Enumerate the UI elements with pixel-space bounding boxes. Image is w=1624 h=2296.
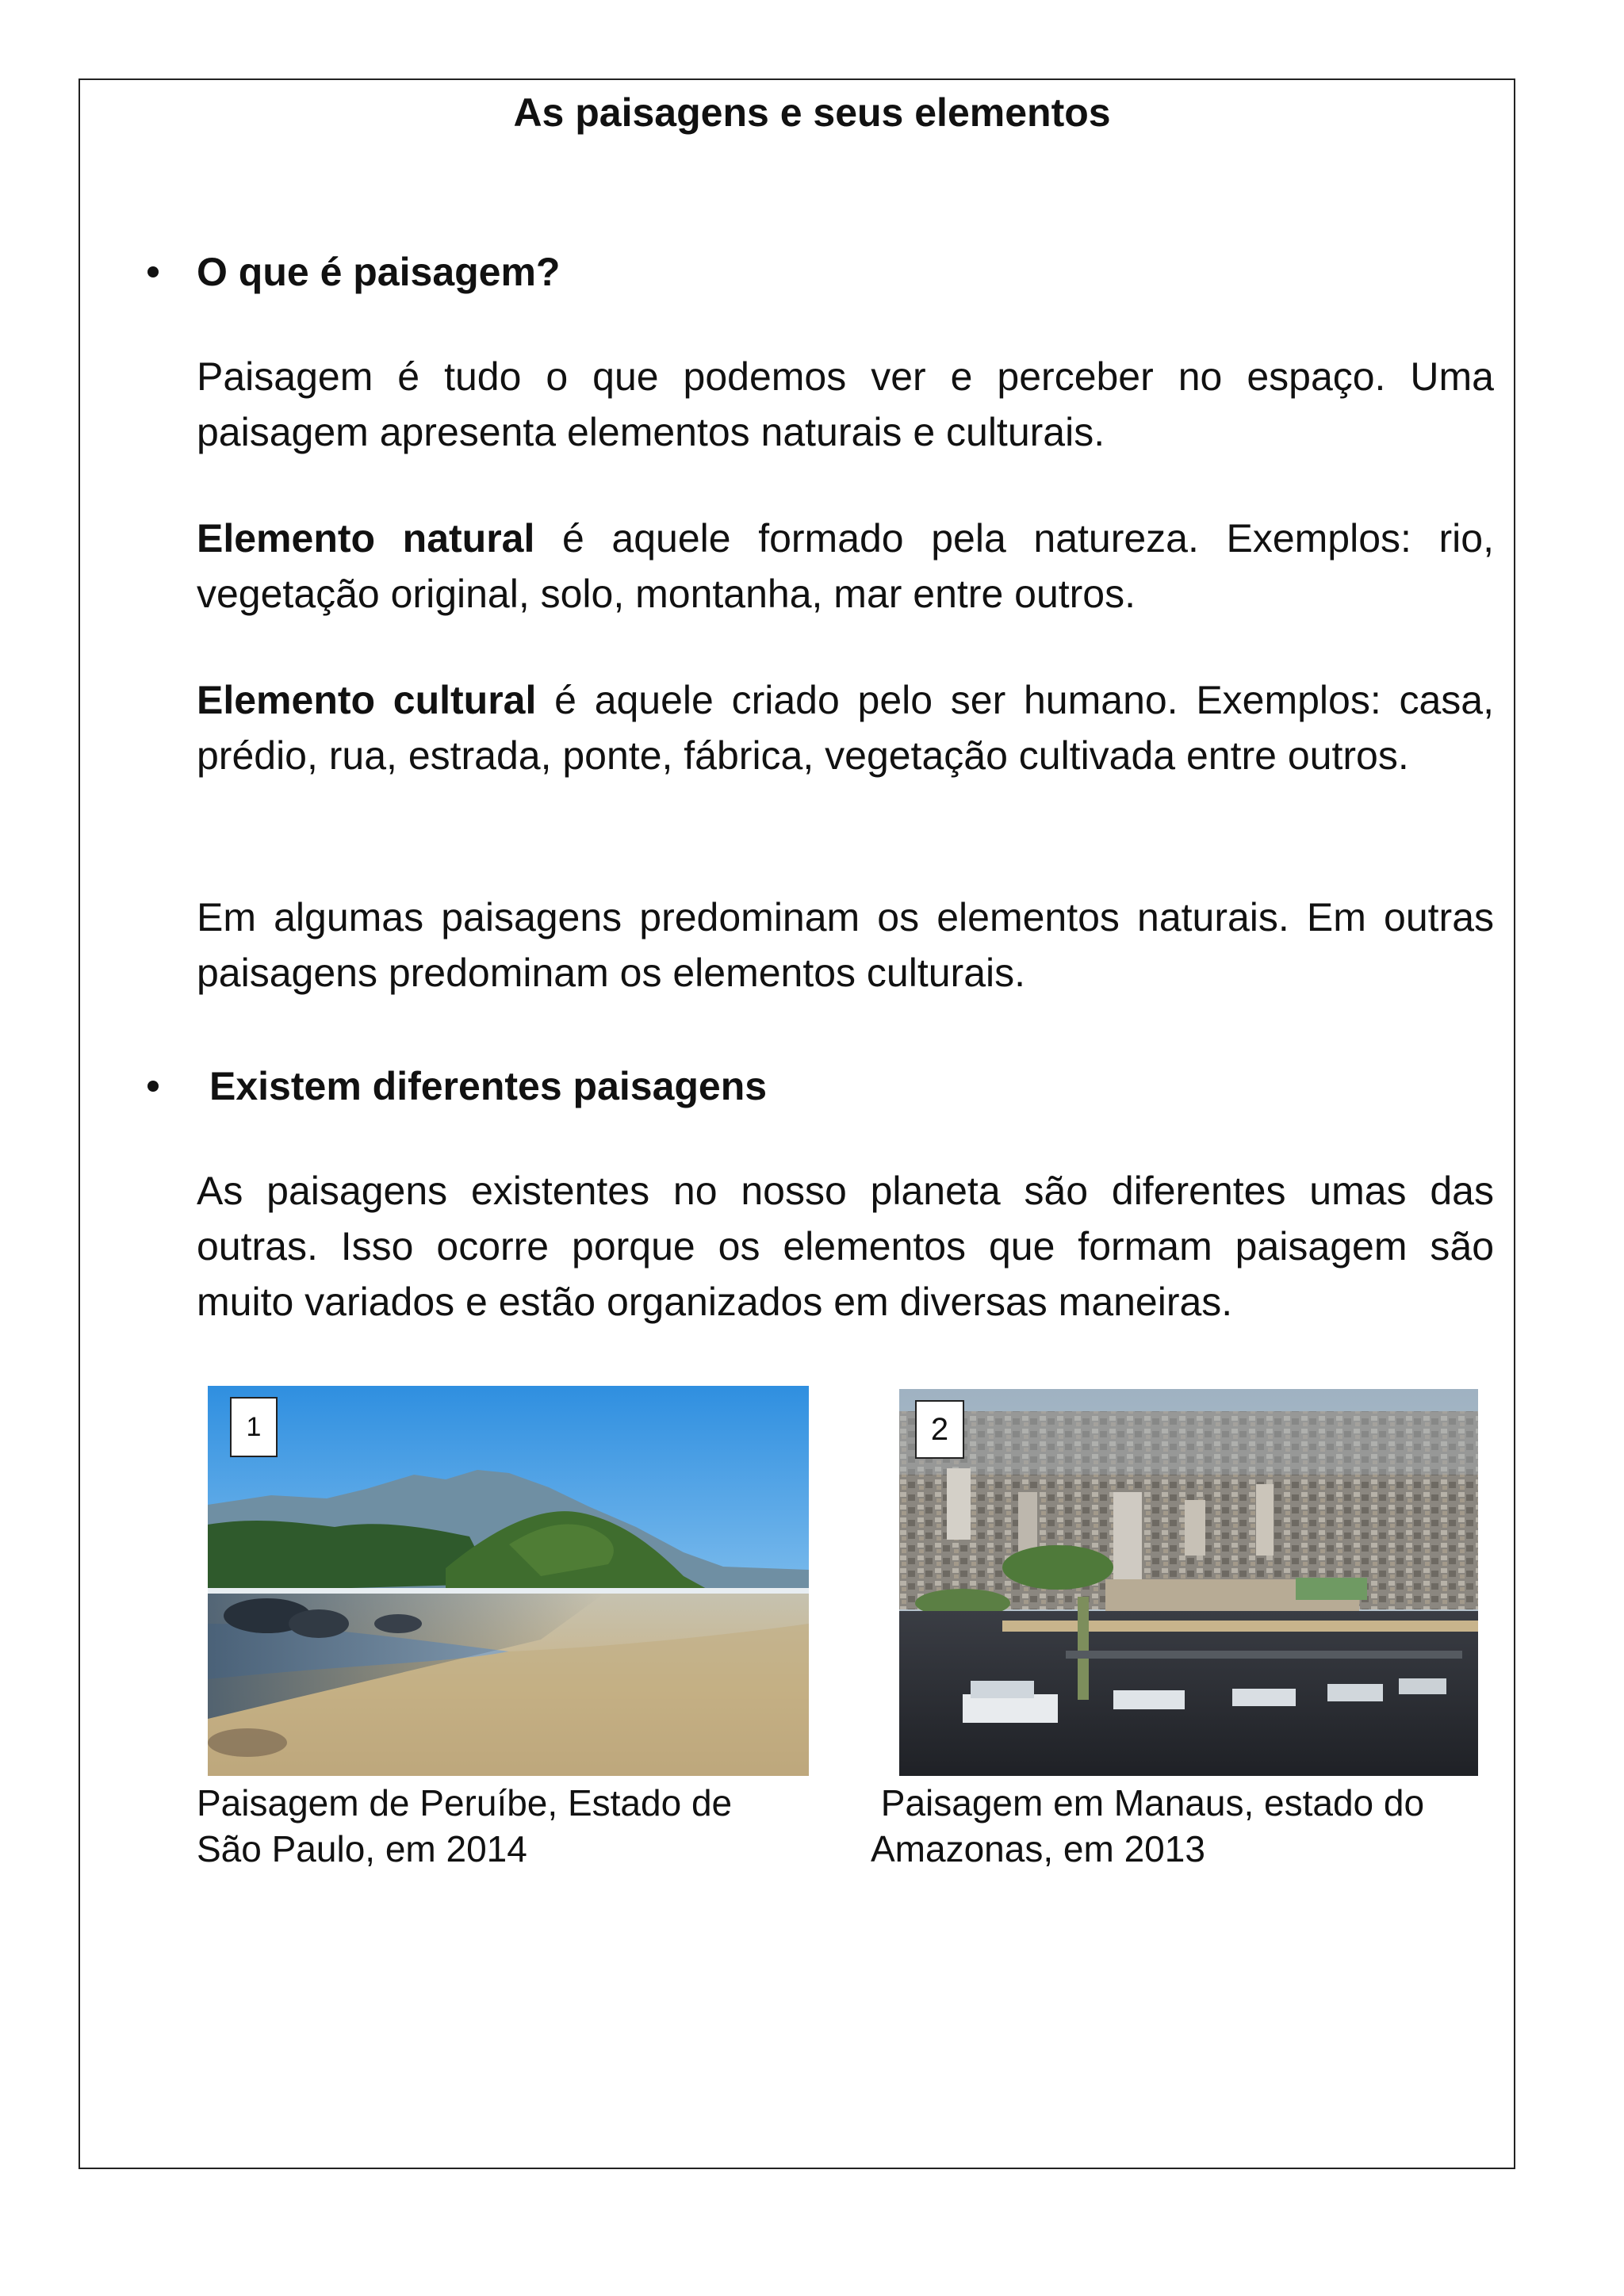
definition-cultural: é aquele criado pelo ser humano. Exemplos: casa, prédio, rua, estrada, ponte, fábrica, vegetação cultivada entre outros. <box>197 678 1494 778</box>
definition-natural: é aquele formado pela natureza. Exemplos: rio, vegetação original, solo, montanha, mar entre outros. <box>197 516 1494 616</box>
caption-line: São Paulo, em 2014 <box>197 1828 527 1869</box>
section-heading: Existem diferentes paisagens <box>209 1064 768 1108</box>
paragraph-cultural <box>197 672 1494 783</box>
paragraph: Paisagem é tudo o que podemos ver e perceber no espaço. Uma paisagem apresenta elementos naturais e culturais. <box>197 354 1494 454</box>
page-title: As paisagens e seus elementos <box>513 90 1111 135</box>
term-natural: Elemento natural <box>197 516 535 561</box>
paragraph: Em algumas paisagens predominam os elementos naturais. Em outras paisagens predominam os elementos culturais. <box>197 895 1494 995</box>
bullet-dot <box>147 266 159 277</box>
figure-caption <box>197 1780 732 1872</box>
caption-line: Paisagem de Peruíbe, Estado de <box>197 1782 733 1823</box>
term-cultural: Elemento cultural <box>197 678 537 722</box>
caption-line: Amazonas, em 2013 <box>871 1828 1205 1869</box>
figure-number: 1 <box>230 1397 278 1457</box>
paragraph: As paisagens existentes no nosso planeta são diferentes umas das outras. Isso ocorre porque os elementos que formam paisagem são muito variados e estão organizados em diversas maneiras. <box>197 1169 1494 1324</box>
city-photo <box>899 1389 1478 1776</box>
figure-caption <box>871 1780 1424 1872</box>
caption-line: Paisagem em Manaus, estado do <box>871 1782 1425 1823</box>
figure-number: 2 <box>915 1400 964 1459</box>
beach-photo <box>208 1386 809 1776</box>
paragraph-natural <box>197 511 1494 622</box>
bullet-dot <box>147 1081 159 1092</box>
section-heading: O que é paisagem? <box>197 250 561 294</box>
